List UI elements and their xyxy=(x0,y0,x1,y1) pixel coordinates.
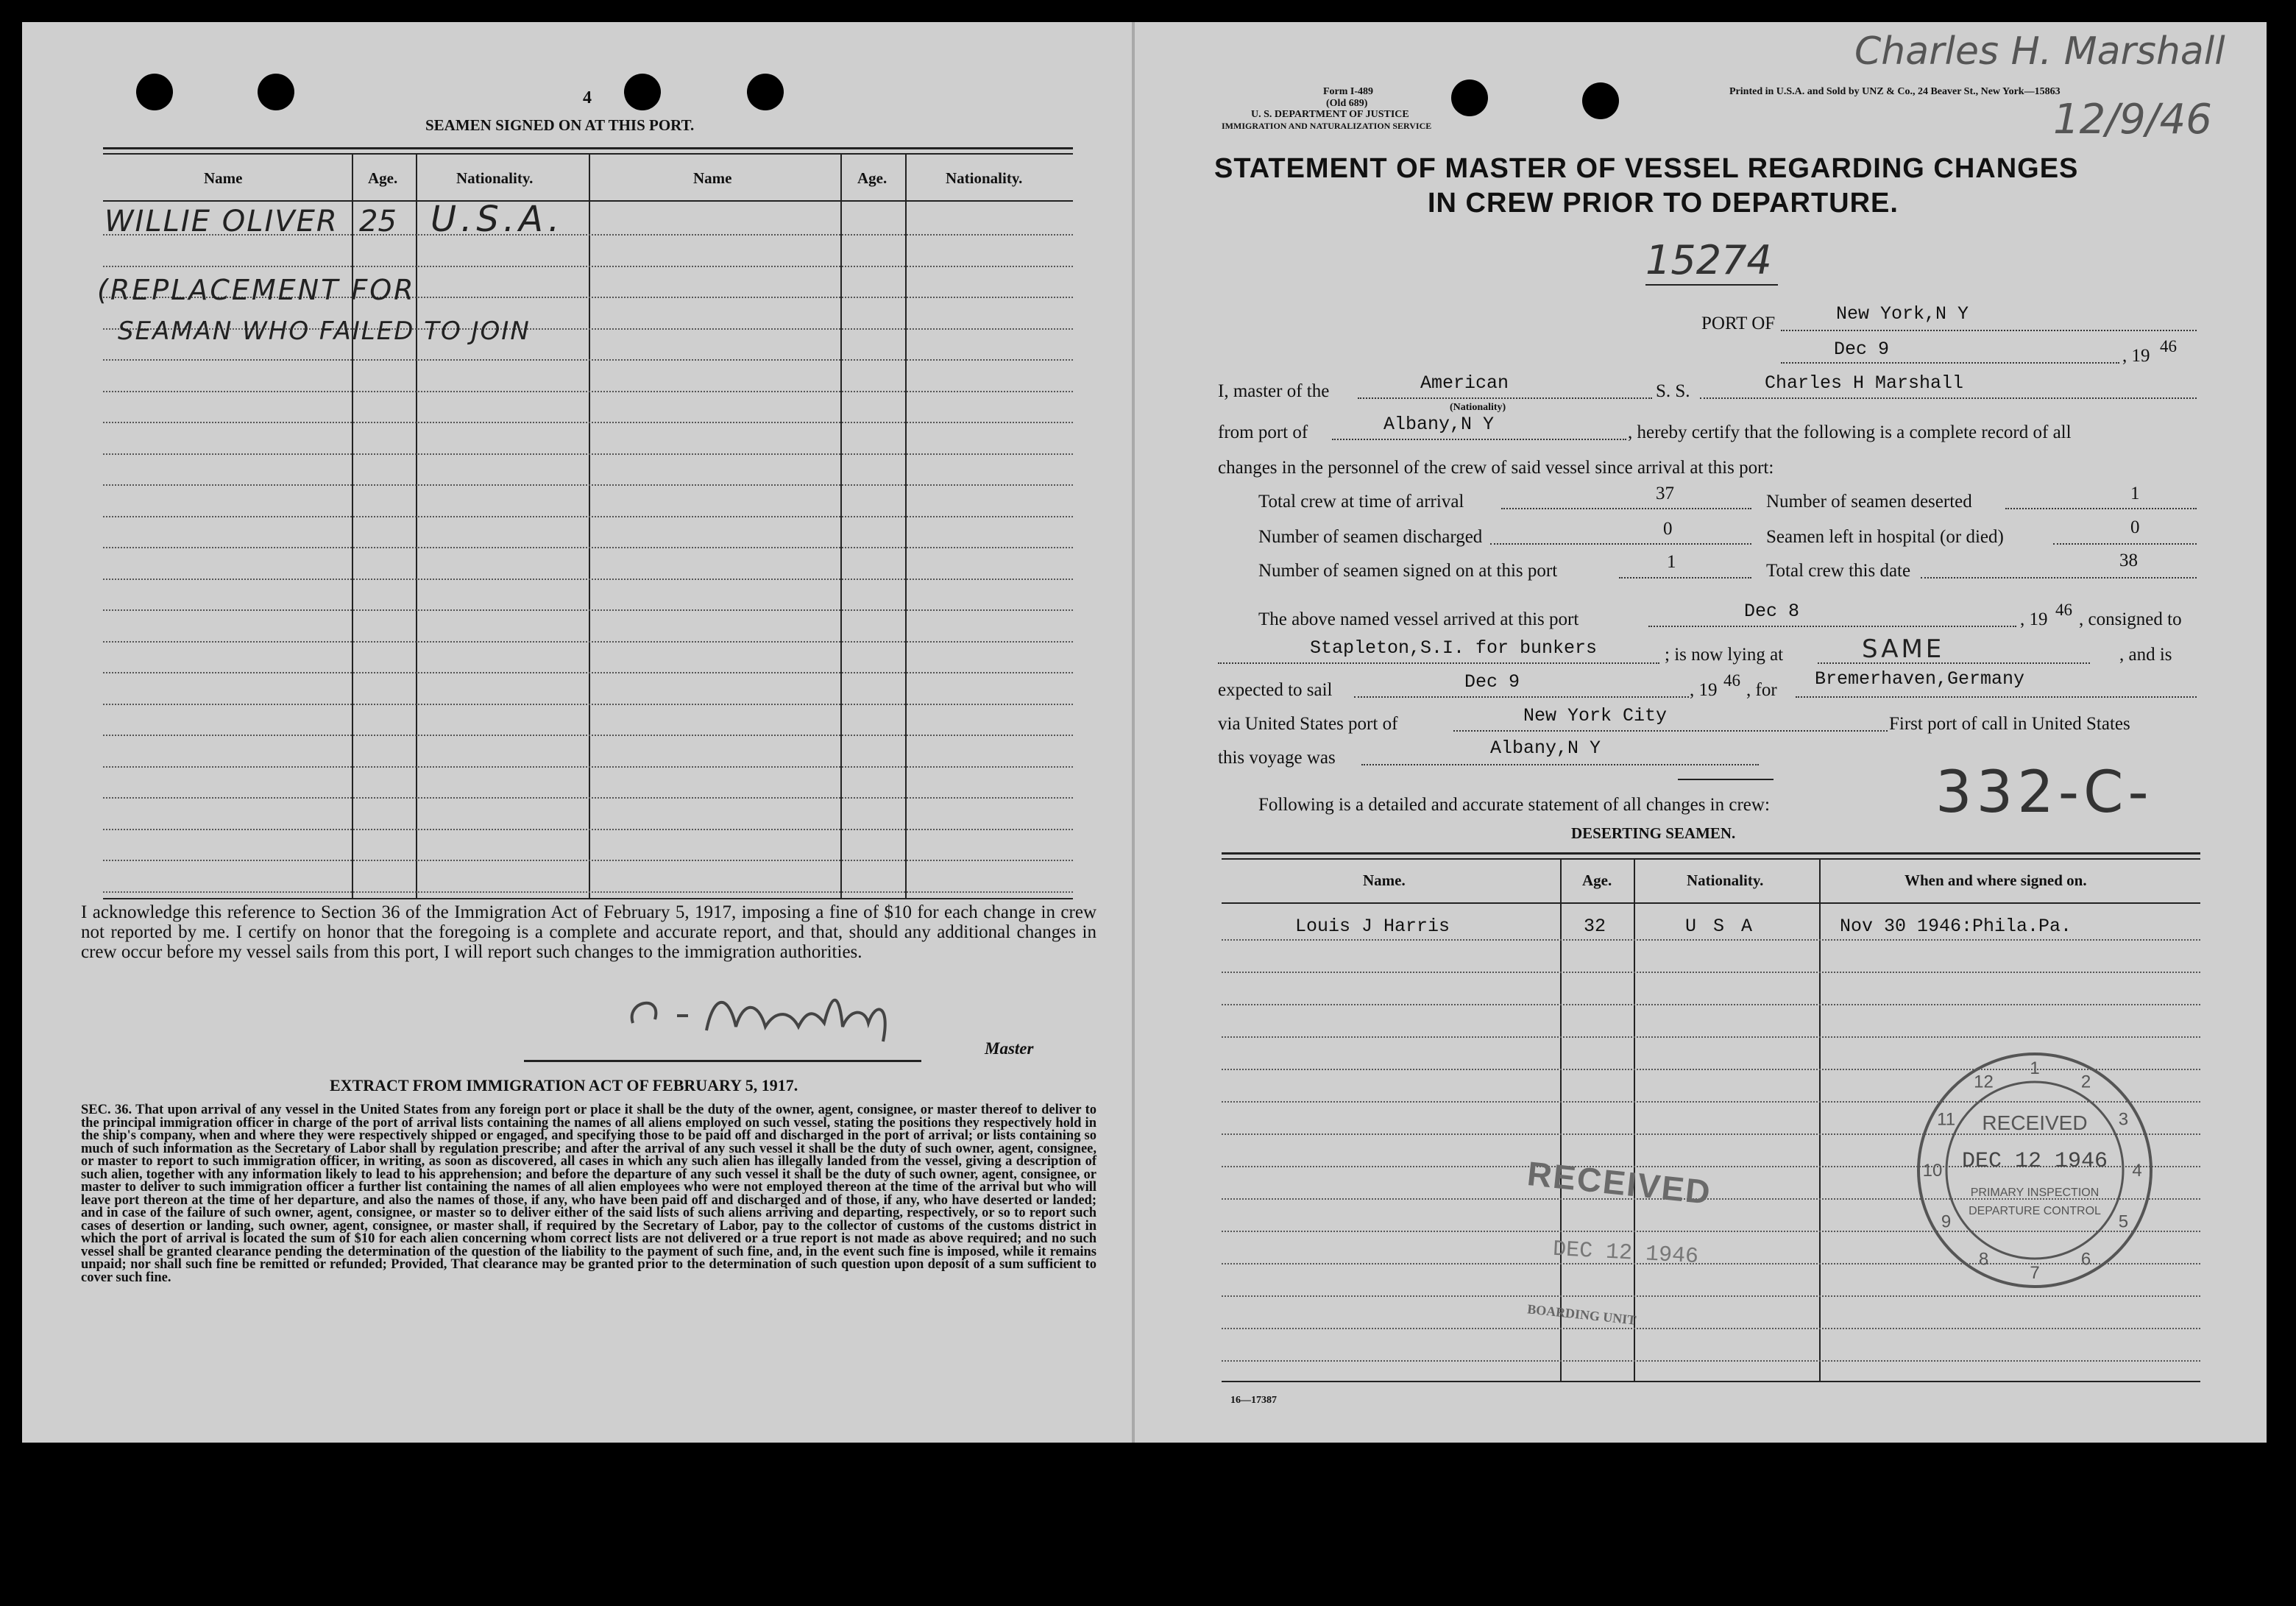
deserter-signed-on: Nov 30 1946:Phila.Pa. xyxy=(1840,916,2072,937)
page-fold xyxy=(1132,22,1135,1443)
expected-label: expected to sail xyxy=(1218,680,1333,700)
stamp-digit: 2 xyxy=(2080,1072,2091,1092)
printer-line: Printed in U.S.A. and Sold by UNZ & Co., 24 Beaver St., New York—15863 xyxy=(1729,86,2061,97)
ss-label: S. S. xyxy=(1656,381,1690,401)
col-header-age: Age. xyxy=(1582,871,1612,889)
fill-line xyxy=(1781,330,2197,331)
fill-line xyxy=(2053,543,2197,545)
table-row-line xyxy=(1222,972,2200,973)
table-row-line xyxy=(1222,1036,2200,1038)
arrived-date: Dec 8 xyxy=(1744,601,1800,622)
received-stamp-date: DEC 12 1946 xyxy=(1552,1237,1699,1270)
nationality-caption: (Nationality) xyxy=(1450,402,1506,413)
fill-line xyxy=(1354,696,1689,698)
punch-hole xyxy=(624,74,661,110)
signed-on-label: Number of seamen signed on at this port xyxy=(1258,561,1558,581)
table-row-line xyxy=(103,516,1073,517)
total-today-value: 38 xyxy=(2119,551,2138,570)
table-row-line xyxy=(103,735,1073,736)
rule xyxy=(524,1060,921,1062)
from-port-value: Albany,N Y xyxy=(1383,414,1495,435)
changes-text: changes in the personnel of the crew of said vessel since arrival at this port: xyxy=(1218,458,1774,478)
punch-hole xyxy=(136,74,173,110)
hospital-label: Seamen left in hospital (or died) xyxy=(1766,527,2004,547)
deserting-title: DESERTING SEAMEN. xyxy=(1571,824,1736,842)
deserter-name: Louis J Harris xyxy=(1295,916,1450,937)
fill-line xyxy=(1490,543,1751,545)
table-row-line xyxy=(103,641,1073,643)
arrived-year: 46 xyxy=(2055,601,2072,619)
form-old: (Old 689) xyxy=(1326,98,1368,109)
ship-name: Charles H Marshall xyxy=(1765,372,1964,394)
total-crew-arrival-value: 37 xyxy=(1656,484,1674,503)
table-row-line xyxy=(103,579,1073,580)
round-stamp-date: DEC 12 1946 xyxy=(1961,1149,2108,1174)
table-row-line xyxy=(103,359,1073,361)
deserted-value: 1 xyxy=(2130,484,2140,503)
punch-hole xyxy=(1451,79,1488,116)
certify-text: , hereby certify that the following is a complete record of all xyxy=(1628,422,2072,442)
table-row-line xyxy=(103,453,1073,455)
handwritten-name: Charles H. Marshall xyxy=(1854,29,2225,74)
discharged-value: 0 xyxy=(1663,519,1673,539)
file-number: 15274 xyxy=(1645,237,1772,283)
section-title: SEAMEN SIGNED ON AT THIS PORT. xyxy=(425,116,695,134)
col-header-name: Name. xyxy=(1363,871,1406,889)
for-label: , for xyxy=(1746,680,1777,700)
round-stamp-line2: DEPARTURE CONTROL xyxy=(1969,1205,2101,1217)
handwritten-code: 332-C- xyxy=(1935,760,2153,826)
fill-line xyxy=(1619,577,1751,579)
signed-on-value: 1 xyxy=(1667,552,1676,572)
table-row-line xyxy=(1222,1360,2200,1362)
rule xyxy=(1222,902,2200,904)
col-header-age-2: Age. xyxy=(857,169,887,187)
stamp-digit: 9 xyxy=(1941,1211,1952,1232)
stamp-digit: 7 xyxy=(2030,1263,2040,1283)
sail-year: 46 xyxy=(1723,671,1740,690)
master-label: Master xyxy=(985,1039,1034,1058)
total-today-label: Total crew this date xyxy=(1766,561,1911,581)
fill-line xyxy=(1700,397,2197,399)
handwritten-date: 12/9/46 xyxy=(2053,96,2212,144)
fill-line xyxy=(1921,577,2197,579)
fill-line xyxy=(1361,764,1759,765)
table-row-line xyxy=(103,422,1073,423)
col-header-age: Age. xyxy=(368,169,398,187)
rule xyxy=(103,153,1073,155)
entry-note-line2: SEAMAN WHO FAILED TO JOIN xyxy=(118,316,531,346)
round-inspection-stamp xyxy=(1913,1049,2156,1292)
stamp-digit: 10 xyxy=(1922,1161,1943,1181)
table-row-line xyxy=(1222,1004,2200,1005)
table-row-line xyxy=(1222,1328,2200,1329)
lying-value: SAME xyxy=(1862,634,1945,664)
table-row-line xyxy=(103,860,1073,861)
service: IMMIGRATION AND NATURALIZATION SERVICE xyxy=(1222,121,1432,131)
table-row-line xyxy=(103,704,1073,705)
table-row-line xyxy=(103,484,1073,486)
entry-note-line1: (REPLACEMENT FOR xyxy=(97,274,416,306)
col-header-signed-on: When and where signed on. xyxy=(1905,871,2087,889)
rule xyxy=(103,200,1073,202)
entry-nationality: U.S.A. xyxy=(431,199,564,240)
col-header-nationality: Nationality. xyxy=(1687,871,1764,889)
punch-hole xyxy=(747,74,784,110)
col-header-nationality: Nationality. xyxy=(456,169,534,187)
received-stamp-sub: BOARDING UNIT xyxy=(1526,1301,1637,1328)
consignee: Stapleton,S.I. for bunkers xyxy=(1310,637,1598,659)
extract-text: SEC. 36. That upon arrival of any vessel in the United States from any foreign port or place it shall be the duty of the owner, agent, consignee, or master thereof to deliver to the principal immigration officer in charge of the port of arrival lists containing the names of all aliens employed on such vessel, stating the positions they respectively hold in the ship's company, when and where they were respectively shipped or engaged, and specifying those to be paid off and discharged in the port of arrival; or lists containing so much of such information as the Secretary of Labor shall by regulation prescribe; and after the arrival of any such vessel it shall be the duty of such owner, agent, consignee, or master to report to such immigration officer, in writing, as soon as discovered, all cases in which any such alien has illegally landed from the vessel, giving a description of such alien, together with any information likely to lead to his apprehension; and before the departure of any such vessel it shall be the duty of such owner, agent, consignee, or master to deliver to such immigration officer a further list containing the names of all alien employees who were not employed thereon at the time of the arrival but who will leave port thereon at the time of her departure, and also the names of those, if any, who have been paid off and discharged and of those, if any, who have deserted or landed; and in case of the failure of such owner, agent, consignee, or master so to deliver either of the said lists of such aliens arriving and departing, respectively, or so to report such cases of desertion or landing, such owner, agent, consignee, or master shall, if required by the Secretary of Labor, pay to the collector of customs of the customs district in which the port of arrival is located the sum of $10 for each alien concerning whom correct lists are not delivered or a true report is not made as above required; and no such vessel shall be granted clearance pending the determination of the question of the liability to the payment of such fine, and, in the event such fine is imposed, while it remains unpaid; nor shall such fine be remitted or refunded; Provided, That clearance may be granted prior to the determination of such question upon deposit of a sum sufficient to cover such fine. xyxy=(81,1103,1096,1285)
table-row-line xyxy=(103,609,1073,611)
voyage-label: this voyage was xyxy=(1218,748,1336,768)
form-title-line2: IN CREW PRIOR TO DEPARTURE. xyxy=(1428,188,1899,219)
table-row-line xyxy=(103,829,1073,830)
nationality-value: American xyxy=(1420,372,1509,394)
col-header-name-2: Name xyxy=(693,169,732,187)
table-row-line xyxy=(1222,1295,2200,1297)
col-header-nationality-2: Nationality. xyxy=(946,169,1023,187)
master-of-label: I, master of the xyxy=(1218,381,1330,401)
rule xyxy=(1678,779,1774,780)
fill-line xyxy=(1453,730,1888,732)
fill-line xyxy=(1796,696,2197,698)
round-stamp-line1: PRIMARY INSPECTION xyxy=(1970,1186,2100,1199)
via-port: New York City xyxy=(1523,705,1668,726)
year-prefix: , 19 xyxy=(2122,346,2150,366)
rule xyxy=(103,147,1073,149)
entry-age: 25 xyxy=(359,205,397,238)
punch-hole xyxy=(258,74,294,110)
destination: Bremerhaven,Germany xyxy=(1815,668,2025,690)
table-row-line xyxy=(103,891,1073,893)
table-row-line xyxy=(1222,939,2200,941)
rule xyxy=(1222,858,2200,860)
stamp-digit: 5 xyxy=(2118,1211,2129,1232)
extract-title: EXTRACT FROM IMMIGRATION ACT OF FEBRUARY 5, 1917. xyxy=(330,1076,798,1094)
footer-code: 16—17387 xyxy=(1230,1395,1277,1406)
acknowledgement-text: I acknowledge this reference to Section 36 of the Immigration Act of February 5, 1917, imposing a fine of $10 for each change in crew not reported by me. I certify on honor that the foregoing is a complete and accurate report, and that, should any additional changes in crew occur before my vessel sails from this port, I will report such changes to the immigration authorities. xyxy=(81,902,1096,962)
stamp-digit: 3 xyxy=(2118,1109,2129,1130)
sail-date: Dec 9 xyxy=(1464,671,1520,693)
and-is: , and is xyxy=(2119,645,2172,665)
fill-line xyxy=(1501,508,1751,509)
port-label: PORT OF xyxy=(1701,314,1776,333)
fill-line xyxy=(1332,439,1626,440)
deserted-label: Number of seamen deserted xyxy=(1766,492,1972,512)
form-title-line1: STATEMENT OF MASTER OF VESSEL REGARDING CHANGES xyxy=(1214,153,2079,184)
rule xyxy=(1222,1381,2200,1382)
stamp-digit: 11 xyxy=(1937,1109,1956,1130)
form-number: Form I-489 xyxy=(1323,86,1374,97)
col-header-name: Name xyxy=(204,169,243,187)
deserter-nationality: U S A xyxy=(1685,916,1756,937)
via-label: via United States port of xyxy=(1218,714,1398,734)
deserter-age: 32 xyxy=(1584,916,1606,937)
date-value: Dec 9 xyxy=(1834,339,1890,360)
col-divider xyxy=(1634,858,1635,1381)
year-prefix: , 19 xyxy=(2020,609,2048,629)
stamp-digit: 4 xyxy=(2132,1161,2142,1181)
table-row-line xyxy=(103,391,1073,392)
table-row-line xyxy=(103,266,1073,267)
table-row-line xyxy=(103,797,1073,799)
from-port-label: from port of xyxy=(1218,422,1308,442)
rule xyxy=(103,898,1073,899)
stamp-digit: 6 xyxy=(2080,1249,2091,1270)
arrived-label: The above named vessel arrived at this port xyxy=(1258,609,1579,629)
round-stamp-top: RECEIVED xyxy=(1982,1111,2088,1134)
department: U. S. DEPARTMENT OF JUSTICE xyxy=(1251,109,1409,120)
fill-line xyxy=(1781,362,2119,364)
rule xyxy=(1645,284,1778,286)
punch-hole xyxy=(1582,82,1619,119)
consigned-label: , consigned to xyxy=(2079,609,2182,629)
master-signature xyxy=(618,979,927,1045)
first-port-label: First port of call in United States xyxy=(1889,714,2130,734)
following-text: Following is a detailed and accurate statement of all changes in crew: xyxy=(1258,795,1770,815)
table-row-line xyxy=(103,672,1073,673)
fill-line xyxy=(1818,662,2090,664)
fill-line xyxy=(1358,397,1652,399)
discharged-label: Number of seamen discharged xyxy=(1258,527,1483,547)
year-prefix: , 19 xyxy=(1690,680,1718,700)
entry-name: WILLIE OLIVER xyxy=(104,205,339,238)
page-number: 4 xyxy=(583,88,592,107)
received-stamp: RECEIVED xyxy=(1525,1154,1714,1211)
col-divider xyxy=(1819,858,1821,1381)
col-divider xyxy=(1560,858,1562,1381)
table-row-line xyxy=(103,766,1073,768)
year-value: 46 xyxy=(2160,337,2177,355)
fill-line xyxy=(1218,662,1659,664)
total-crew-arrival-label: Total crew at time of arrival xyxy=(1258,492,1464,512)
rule xyxy=(1222,852,2200,855)
stamp-digit: 8 xyxy=(1978,1249,1989,1270)
port-value: New York,N Y xyxy=(1836,303,1969,325)
fill-line xyxy=(1648,626,2016,627)
first-port-value: Albany,N Y xyxy=(1490,737,1601,759)
lying-label: ; is now lying at xyxy=(1665,645,1784,665)
table-row-line xyxy=(103,547,1073,548)
stamp-digit: 12 xyxy=(1974,1072,1994,1092)
hospital-value: 0 xyxy=(2130,517,2140,537)
fill-line xyxy=(2005,508,2197,509)
stamp-digit: 1 xyxy=(2030,1058,2040,1078)
